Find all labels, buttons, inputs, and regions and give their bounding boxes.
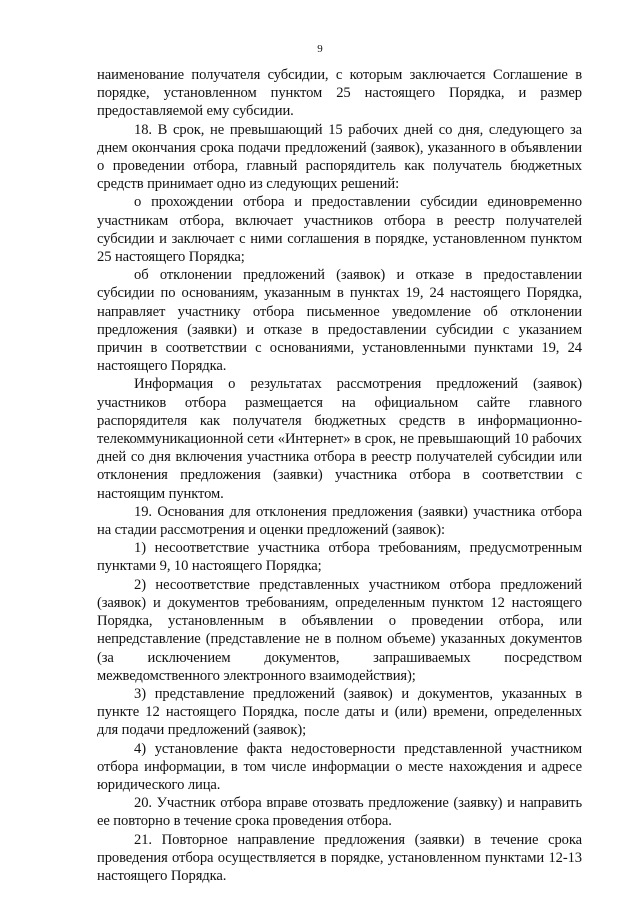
paragraph-item-19: 19. Основания для отклонения предложения (заявки) участника отбора на стадии рассмотрения и оценки предложений (заявок): [97,503,582,539]
paragraph-item-19-3: 3) представление предложений (заявок) и документов, указанных в пункте 12 настоящего Порядка, после даты и (или) времени, определенных для подачи предложений (заявок); [97,685,582,739]
paragraph-item-19-2: 2) несоответствие представленных участником отбора предложений (заявок) и документов требованиям, определенным пунктом 12 настоящего Порядка, установленным в объявлении о проведении отбора, или непредставление (представление не в полном объеме) указанных документов (за исключением документов, запрашиваемых посредством межведомственного электронного взаимодействия); [97,576,582,684]
document-body [97,66,582,885]
paragraph-decision-reject: об отклонении предложений (заявок) и отказе в предоставлении субсидии по основаниям, указанным в пунктах 19, 24 настоящего Порядка, направляет участнику отбора письменное уведомление об отклонении предложения (заявки) и отказе в предоставлении субсидии с указанием причин в соответствии с основаниями, установленными пунктами 19, 24 настоящего Порядка. [97,267,582,375]
paragraph-decision-pass: о прохождении отбора и предоставлении субсидии единовременно участникам отбора, включает участников отбора в реестр получателей субсидии и заключает с ними соглашения в порядке, установленном пунктом 25 настоящего Порядка; [97,194,582,266]
paragraph-item-19-1: 1) несоответствие участника отбора требованиям, предусмотренным пунктами 9, 10 настоящего Порядка; [97,540,582,575]
page-number: 9 [317,43,323,55]
paragraph-item-19-4: 4) установление факта недостоверности представленной участником отбора информации, в том числе информации о месте нахождения и адресе юридического лица. [97,740,582,793]
paragraph-continuation: наименование получателя субсидии, с которым заключается Соглашение в порядке, установленном пунктом 25 настоящего Порядка, и размер предоставляемой ему субсидии. [97,67,582,120]
paragraph-item-20: 20. Участник отбора вправе отозвать предложение (заявку) и направить ее повторно в течение срока проведения отбора. [97,795,582,830]
paragraph-item-21: 21. Повторное направление предложения (заявки) в течение срока проведения отбора осуществляется в порядке, установленном пунктами 12-13 настоящего Порядка. [97,831,582,884]
paragraph-item-18: 18. В срок, не превышающий 15 рабочих дней со дня, следующего за днем окончания срока подачи предложений (заявок), указанного в объявлении о проведении отбора, главный распорядитель как получатель бюджетных средств принимает одно из следующих решений: [97,121,582,193]
paragraph-results-info: Информация о результатах рассмотрения предложений (заявок) участников отбора размещается на официальном сайте главного распорядителя как получателя бюджетных средств в информационно-телекоммуникационной сети «Интернет» в срок, не превышающий 10 рабочих дней со дня включения участника отбора в реестр получателей субсидии или отклонения предложения (заявки) участника отбора в соответствии с настоящим пунктом. [97,376,582,502]
